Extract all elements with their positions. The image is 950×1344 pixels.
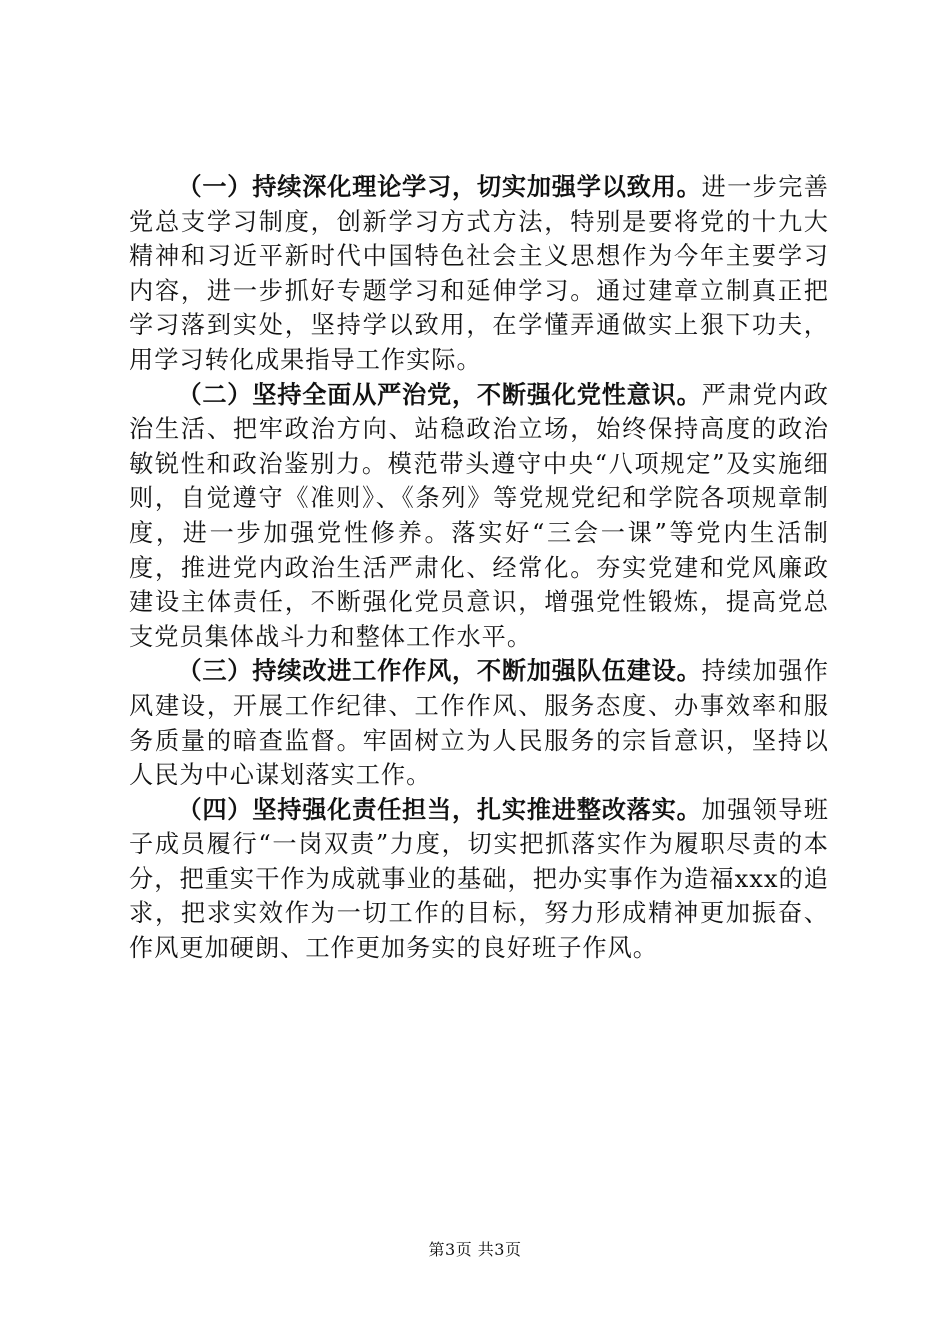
paragraph-1: [129, 170, 829, 378]
paragraph-2: [129, 378, 829, 655]
paragraph-4: [129, 793, 829, 966]
paragraph-1-heading: （一）持续深化理论学习，切实加强学以致用。: [177, 173, 702, 201]
paragraph-3: [129, 654, 829, 792]
paragraph-3-text: 持续加强作风建设，开展工作纪律、工作作风、服务态度、办事效率和服务质量的暗查监督。牢固树立为人民服务的宗旨意识，坚持以人民为中心谋划落实工作。: [129, 657, 829, 790]
document-body: [129, 170, 829, 966]
paragraph-1-text: 进一步完善党总支学习制度，创新学习方式方法，特别是要将党的十九大精神和习近平新时代中国特色社会主义思想作为今年主要学习内容，进一步抓好专题学习和延伸学习。通过建章立制真正把学习落到实处，坚持学以致用，在学懂弄通做实上狠下功夫，用学习转化成果指导工作实际。: [129, 173, 829, 374]
paragraph-4-heading: （四）坚持强化责任担当，扎实推进整改落实。: [177, 795, 702, 824]
paragraph-3-heading: （三）持续改进工作作风，不断加强队伍建设。: [177, 657, 702, 686]
paragraph-4-text: 加强领导班子成员履行“一岗双责”力度，切实把抓落实作为履职尽责的本分，把重实干作为成就事业的基础，把办实事作为造福xxx的追求，把求实效作为一切工作的目标，努力形成精神更加振奋、作风更加硬朗、工作更加务实的良好班子作风。: [129, 795, 829, 963]
paragraph-2-heading: （二）坚持全面从严治党，不断强化党性意识。: [177, 380, 702, 409]
page-number-footer: 第3页 共3页: [428, 1240, 522, 1259]
paragraph-2-text: 严肃党内政治生活、把牢政治方向、站稳政治立场，始终保持高度的政治敏锐性和政治鉴别力。模范带头遵守中央“八项规定”及实施细则，自觉遵守《准则》、《条列》等党规党纪和学院各项规章制度，进一步加强党性修养。落实好“三会一课”等党内生活制度，推进党内政治生活严肃化、经常化。夯实党建和党风廉政建设主体责任，不断强化党员意识，增强党性锻炼，提高党总支党员集体战斗力和整体工作水平。: [129, 380, 829, 651]
